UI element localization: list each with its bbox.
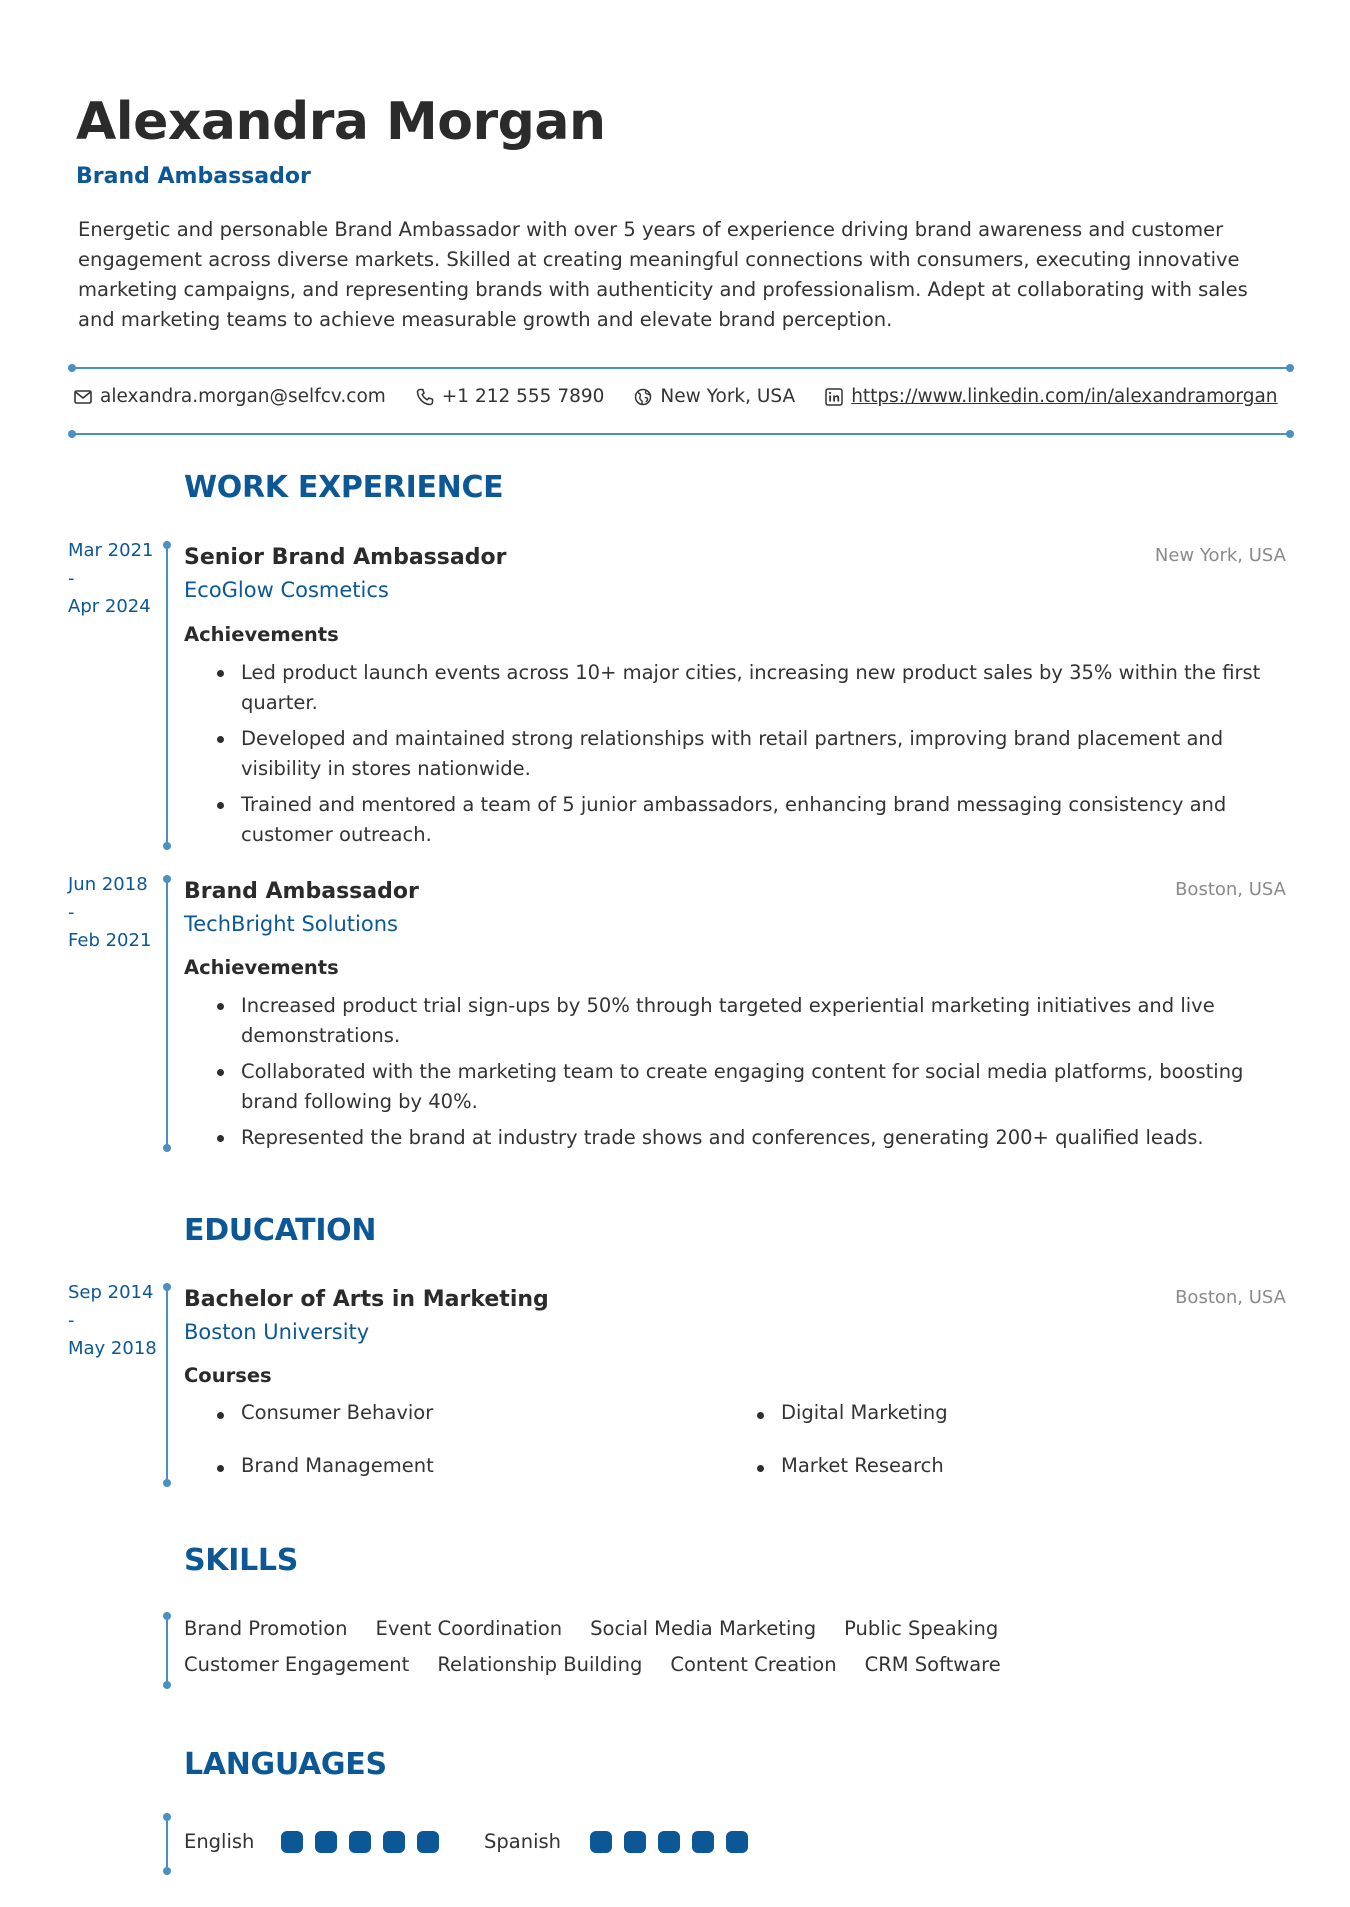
linkedin-icon: [825, 388, 843, 406]
work-experience-heading: WORK EXPERIENCE: [184, 470, 504, 505]
language-name: English: [184, 1830, 255, 1853]
achievements-label: Achievements: [184, 956, 339, 979]
contact-divider: [71, 433, 1291, 435]
list-item: Developed and maintained strong relationships with retail partners, improving brand placement and visibility in stores nationwide.: [241, 724, 1276, 784]
phone-icon: [416, 388, 434, 406]
candidate-title: Brand Ambassador: [76, 164, 311, 189]
degree-title: Bachelor of Arts in Marketing: [184, 1287, 549, 1312]
contact-email[interactable]: [74, 386, 386, 407]
skills-row: [184, 1653, 1029, 1676]
skill-tag: Brand Promotion: [184, 1617, 348, 1640]
date-start: Sep 2014: [68, 1282, 154, 1303]
course-item: Brand Management: [241, 1454, 434, 1477]
course-item: Consumer Behavior: [241, 1401, 434, 1424]
timeline-line: [166, 1815, 168, 1873]
education-location: Boston, USA: [1175, 1287, 1286, 1308]
job-location: Boston, USA: [1175, 879, 1286, 900]
language-level-spanish: [590, 1831, 760, 1853]
top-divider: [71, 367, 1291, 369]
candidate-name: Alexandra Morgan: [76, 92, 606, 152]
location-text: New York, USA: [660, 386, 796, 407]
course-item: Market Research: [781, 1454, 944, 1477]
timeline-line: [166, 1285, 168, 1485]
contact-linkedin[interactable]: [825, 386, 1277, 407]
contact-location: [634, 386, 795, 407]
job-role: Senior Brand Ambassador: [184, 545, 507, 570]
timeline-line: [166, 877, 168, 1150]
courses-label: Courses: [184, 1364, 272, 1387]
email-text: alexandra.morgan@selfcv.com: [100, 386, 386, 407]
list-item: Trained and mentored a team of 5 junior ambassadors, enhancing brand messaging consistency and customer outreach.: [241, 790, 1276, 850]
proficiency-dot: [315, 1831, 337, 1853]
language-name: Spanish: [484, 1830, 562, 1853]
skill-tag: Customer Engagement: [184, 1653, 410, 1676]
proficiency-dot: [590, 1831, 612, 1853]
education-dates: [68, 1279, 157, 1363]
job-company: TechBright Solutions: [184, 912, 398, 936]
achievements-label: Achievements: [184, 623, 339, 646]
proficiency-dot: [726, 1831, 748, 1853]
envelope-icon: [74, 390, 92, 404]
language-level-english: [281, 1831, 451, 1853]
timeline-line: [166, 543, 168, 848]
achievements-list: [241, 991, 1276, 1159]
proficiency-dot: [417, 1831, 439, 1853]
list-item: Collaborated with the marketing team to create engaging content for social media platforms, boosting brand following by 40%.: [241, 1057, 1276, 1117]
proficiency-dot: [349, 1831, 371, 1853]
proficiency-dot: [281, 1831, 303, 1853]
linkedin-link[interactable]: https://www.linkedin.com/in/alexandramorgan: [851, 386, 1278, 407]
date-end: Apr 2024: [68, 596, 151, 617]
skill-tag: Public Speaking: [844, 1617, 999, 1640]
list-item: Led product launch events across 10+ major cities, increasing new product sales by 35% within the first quarter.: [241, 658, 1276, 718]
proficiency-dot: [692, 1831, 714, 1853]
skills-heading: SKILLS: [184, 1543, 299, 1578]
contact-phone[interactable]: [416, 386, 605, 407]
languages-heading: LANGUAGES: [184, 1747, 387, 1782]
date-separator: -: [68, 1310, 75, 1331]
summary-text: Energetic and personable Brand Ambassador with over 5 years of experience driving brand awareness and customer engagement across diverse markets. Skilled at creating meaningful connections with consumers, executing innovative marketing campaigns, and representing brands with authenticity and professionalism. Adept at collaborating with sales and marketing teams to achieve measurable growth and elevate brand perception.: [78, 218, 1248, 331]
date-separator: -: [68, 902, 75, 923]
date-start: Mar 2021: [68, 540, 154, 561]
proficiency-dot: [624, 1831, 646, 1853]
course-item: Digital Marketing: [781, 1401, 948, 1424]
proficiency-dot: [383, 1831, 405, 1853]
job-role: Brand Ambassador: [184, 879, 419, 904]
date-end: May 2018: [68, 1338, 157, 1359]
job-dates: [68, 871, 151, 955]
job-dates: [68, 537, 154, 621]
list-item: Increased product trial sign-ups by 50% through targeted experiential marketing initiatives and live demonstrations.: [241, 991, 1276, 1051]
education-heading: EDUCATION: [184, 1213, 377, 1248]
phone-text: +1 212 555 7890: [441, 386, 605, 407]
skill-tag: Content Creation: [670, 1653, 837, 1676]
date-start: Jun 2018: [68, 874, 148, 895]
date-separator: -: [68, 568, 75, 589]
skill-tag: Relationship Building: [437, 1653, 643, 1676]
skill-tag: CRM Software: [864, 1653, 1001, 1676]
globe-icon: [634, 388, 652, 406]
job-location: New York, USA: [1154, 545, 1286, 566]
list-item: Represented the brand at industry trade shows and conferences, generating 200+ qualified leads.: [241, 1123, 1276, 1153]
proficiency-dot: [658, 1831, 680, 1853]
contact-bar: [74, 386, 1278, 407]
date-end: Feb 2021: [68, 930, 152, 951]
skill-tag: Social Media Marketing: [590, 1617, 817, 1640]
job-company: EcoGlow Cosmetics: [184, 578, 389, 602]
skill-tag: Event Coordination: [375, 1617, 563, 1640]
skills-row: [184, 1617, 1026, 1640]
school-name: Boston University: [184, 1320, 370, 1344]
achievements-list: [241, 658, 1276, 856]
timeline-line: [166, 1614, 168, 1687]
